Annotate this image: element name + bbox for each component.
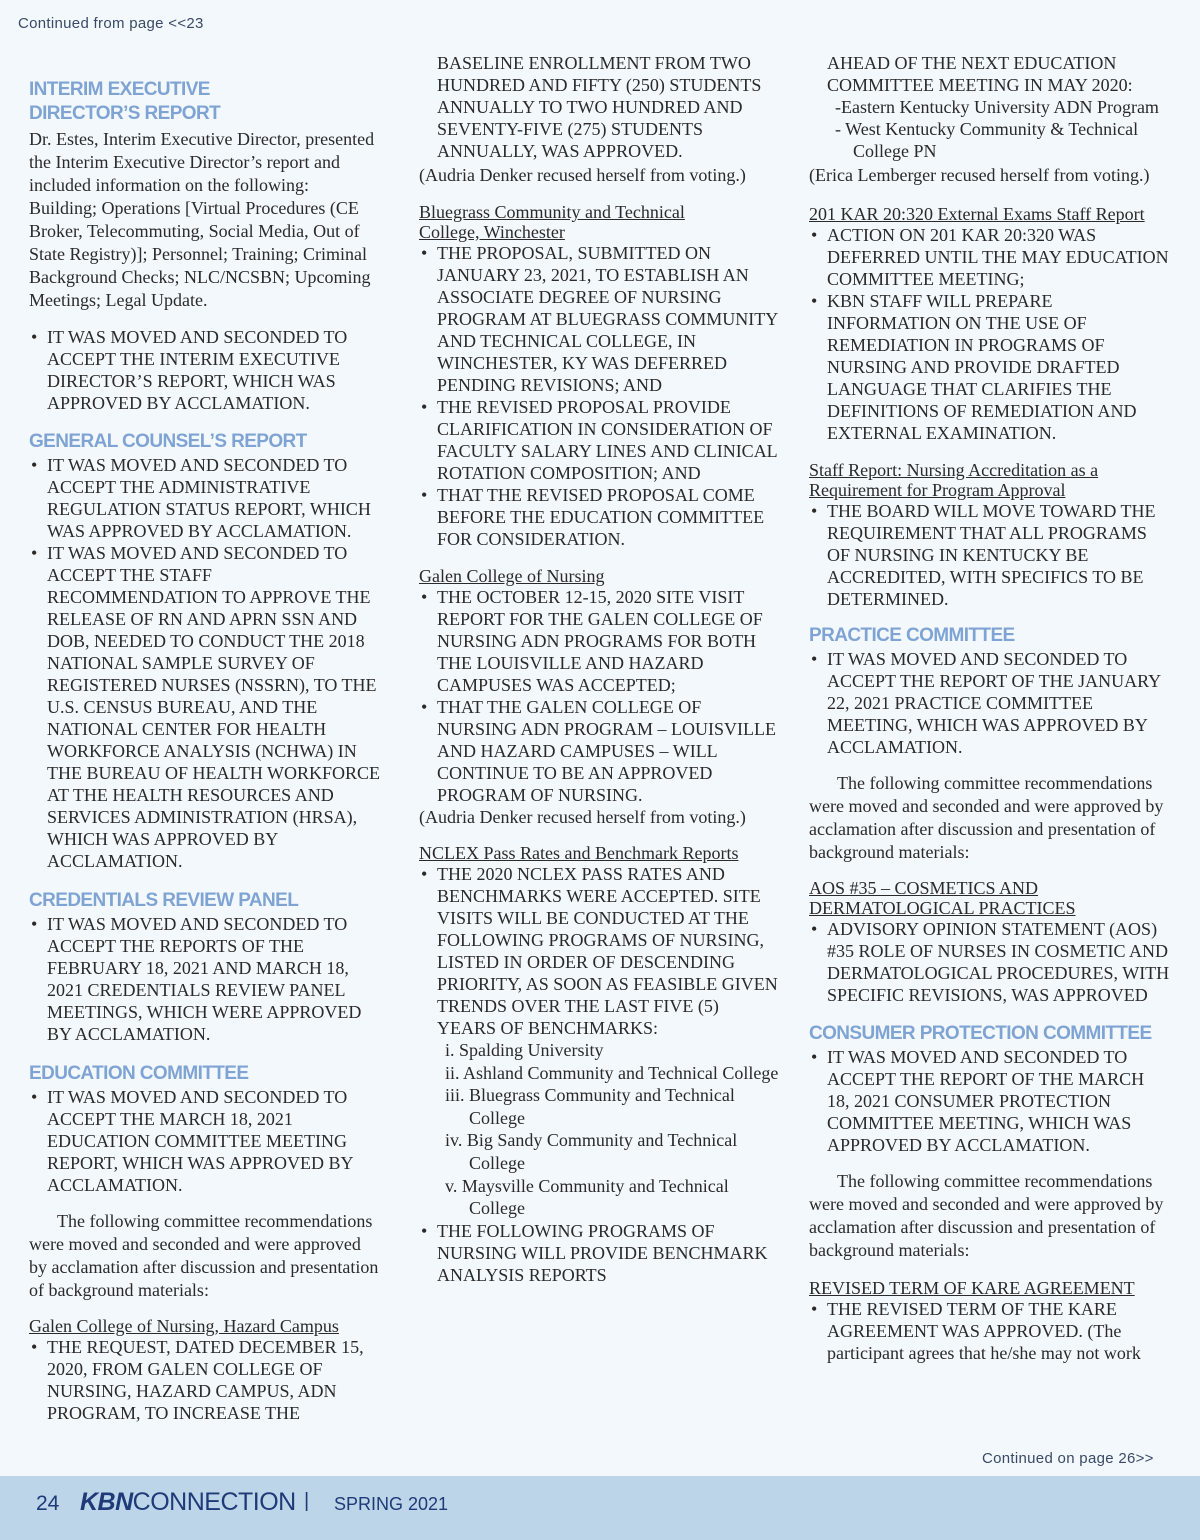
bullet-list <box>809 224 1171 444</box>
program-item: ii. Ashland Community and Technical College <box>445 1062 779 1083</box>
footer-separator: | <box>304 1490 310 1512</box>
list-item: • THE OCTOBER 12-15, 2020 SITE VISIT REPORT FOR THE GALEN COLLEGE OF NURSING ADN PROGRAMS FOR BOTH THE LOUISVILLE AND HAZARD CAMPUSES WAS ACCEPTED; <box>419 586 781 696</box>
continued-text: BASELINE ENROLLMENT FROM TWO HUNDRED AND FIFTY (250) STUDENTS ANNUALLY TO TWO HUNDRED AND SEVENTY-FIVE (275) STUDENTS ANNUALLY, WAS APPROVED. <box>437 53 762 161</box>
bullet-list <box>419 863 781 1039</box>
column-1 <box>29 52 381 1424</box>
bullet-list <box>29 326 381 414</box>
subheading-line: DERMATOLOGICAL PRACTICES <box>809 898 1076 918</box>
logo-rest: CONNECTION <box>132 1488 296 1516</box>
subheading: REVISED TERM OF KARE AGREEMENT <box>809 1278 1135 1298</box>
issue-season: SPRING 2021 <box>334 1494 449 1514</box>
subheading-line: Requirement for Program Approval <box>809 480 1066 500</box>
page-number: 24 <box>36 1492 60 1515</box>
list-item: • THE FOLLOWING PROGRAMS OF NURSING WILL PROVIDE BENCHMARK ANALYSIS REPORTS <box>419 1220 781 1286</box>
list-item: • THAT THE REVISED PROPOSAL COME BEFORE THE EDUCATION COMMITTEE FOR CONSIDERATION. <box>419 484 781 550</box>
list-item: • IT WAS MOVED AND SECONDED TO ACCEPT THE ADMINISTRATIVE REGULATION STATUS REPORT, WHICH WAS APPROVED BY ACCLAMATION. <box>29 454 381 542</box>
program-item: iii. Bluegrass Community and Technical College <box>445 1085 735 1128</box>
list-item: • IT WAS MOVED AND SECONDED TO ACCEPT THE INTERIM EXECUTIVE DIRECTOR’S REPORT, WHICH WAS APPROVED BY ACCLAMATION. <box>29 326 381 414</box>
bullet-list <box>29 454 381 872</box>
heading-line: INTERIM EXECUTIVE <box>29 79 210 100</box>
list-item: • THE PROPOSAL, SUBMITTED ON JANUARY 23, 2021, TO ESTABLISH AN ASSOCIATE DEGREE OF NURSING PROGRAM AT BLUEGRASS COMMUNITY AND TECHNICAL COLLEGE, IN WINCHESTER, KY WAS DEFERRED PENDING REVISIONS; AND <box>419 242 781 396</box>
program-dash-item: - West Kentucky Community & Technical College PN <box>835 119 1139 161</box>
subheading-line: Staff Report: Nursing Accreditation as a <box>809 460 1099 480</box>
paragraph: The following committee recommendations were moved and seconded and were approved by acclamation after discussion and presentation of background materials: <box>29 1211 379 1300</box>
program-list <box>419 1039 781 1220</box>
section-heading-education: EDUCATION COMMITTEE <box>29 1063 249 1084</box>
recusal-note: (Audria Denker recused herself from voting.) <box>419 807 746 827</box>
continued-from-note: Continued from page <<23 <box>18 15 204 32</box>
bullet-list <box>809 1046 1171 1156</box>
bullet-list <box>29 1086 381 1196</box>
list-item: • THE REVISED PROPOSAL PROVIDE CLARIFICATION IN CONSIDERATION OF FACULTY SALARY LINES AND CLINICAL ROTATION COMPOSITION; AND <box>419 396 781 484</box>
list-item: • IT WAS MOVED AND SECONDED TO ACCEPT THE STAFF RECOMMENDATION TO APPROVE THE RELEASE OF RN AND APRN SSN AND DOB, NEEDED TO CONDUCT THE 2018 NATIONAL SAMPLE SURVEY OF REGISTERED NURSES (NSSRN), TO THE U.S. CENSUS BUREAU, AND THE NATIONAL CENTER FOR HEALTH WORKFORCE ANALYSIS (NCHWA) IN THE BUREAU OF HEALTH WORKFORCE AT THE HEALTH RESOURCES AND SERVICES ADMINISTRATION (HRSA), WHICH WAS APPROVED BY ACCLAMATION. <box>29 542 381 872</box>
list-item: • IT WAS MOVED AND SECONDED TO ACCEPT THE REPORTS OF THE FEBRUARY 18, 2021 AND MARCH 18, 2021 CREDENTIALS REVIEW PANEL MEETINGS, WHICH WERE APPROVED BY ACCLAMATION. <box>29 913 381 1045</box>
column-3 <box>809 52 1171 1364</box>
list-item: • IT WAS MOVED AND SECONDED TO ACCEPT THE REPORT OF THE JANUARY 22, 2021 PRACTICE COMMITTEE MEETING, WHICH WAS APPROVED BY ACCLAMATION. <box>809 648 1171 758</box>
bullet-list <box>29 913 381 1045</box>
bullet-list <box>419 1220 781 1286</box>
list-item: • IT WAS MOVED AND SECONDED TO ACCEPT THE MARCH 18, 2021 EDUCATION COMMITTEE MEETING REPORT, WHICH WAS APPROVED BY ACCLAMATION. <box>29 1086 381 1196</box>
paragraph: The following committee recommendations were moved and seconded and were approved by acclamation after discussion and presentation of background materials: <box>809 1171 1164 1260</box>
section-heading-interim-director <box>29 78 381 126</box>
program-item: v. Maysville Community and Technical College <box>445 1175 729 1219</box>
recusal-note: (Erica Lemberger recused herself from voting.) <box>809 165 1150 185</box>
subheading-line: College, Winchester <box>419 222 565 242</box>
continued-on-note: Continued on page 26>> <box>982 1450 1154 1467</box>
list-item: • KBN STAFF WILL PREPARE INFORMATION ON THE USE OF REMEDIATION IN PROGRAMS OF NURSING AND PROVIDE DRAFTED LANGUAGE THAT CLARIFIES THE DEFINITIONS OF REMEDIATION AND EXTERNAL EXAMINATION. <box>809 290 1171 444</box>
heading-line: DIRECTOR’S REPORT <box>29 103 221 124</box>
bullet-list <box>809 500 1171 610</box>
section-heading-general-counsel: GENERAL COUNSEL’S REPORT <box>29 431 307 452</box>
paragraph: The following committee recommendations were moved and seconded and were approved by acclamation after discussion and presentation of background materials: <box>809 773 1164 862</box>
recusal-note: (Audria Denker recused herself from voting.) <box>419 165 746 185</box>
column-2 <box>419 52 781 1286</box>
logo-bold: KBN <box>80 1488 133 1516</box>
list-item: • THE 2020 NCLEX PASS RATES AND BENCHMARKS WERE ACCEPTED. SITE VISITS WILL BE CONDUCTED AT THE FOLLOWING PROGRAMS OF NURSING, LISTED IN ORDER OF DESCENDING PRIORITY, AS SOON AS FEASIBLE GIVEN TRENDS OVER THE LAST FIVE (5) YEARS OF BENCHMARKS: <box>419 863 781 1039</box>
list-item <box>809 1298 1171 1364</box>
list-item: • ACTION ON 201 KAR 20:320 WAS DEFERRED UNTIL THE MAY EDUCATION COMMITTEE MEETING; <box>809 224 1171 290</box>
bullet-list <box>809 1298 1171 1364</box>
subheading: Galen College of Nursing <box>419 566 605 586</box>
program-dash-item: -Eastern Kentucky University ADN Program <box>835 97 1159 117</box>
list-item: • ADVISORY OPINION STATEMENT (AOS) #35 ROLE OF NURSES IN COSMETIC AND DERMATOLOGICAL PROCEDURES, WITH SPECIFIC REVISIONS, WAS APPROVED <box>809 918 1171 1006</box>
program-item: iv. Big Sandy Community and Technical College <box>445 1130 738 1173</box>
bullet-list <box>809 918 1171 1006</box>
list-item: • THAT THE GALEN COLLEGE OF NURSING ADN PROGRAM – LOUISVILLE AND HAZARD CAMPUSES – WILL CONTINUE TO BE AN APPROVED PROGRAM OF NURSING. <box>419 696 781 806</box>
section-heading-credentials: CREDENTIALS REVIEW PANEL <box>29 890 299 911</box>
subheading-line: Bluegrass Community and Technical <box>419 202 685 222</box>
list-item-rest: (The participant agrees that he/she may not work <box>827 1321 1141 1363</box>
bullet-list <box>419 586 781 806</box>
paragraph: Dr. Estes, Interim Executive Director, presented the Interim Executive Director’s report and included information on the following: Building; Operations [Virtual Procedures (CE Broker, Telecommuting, Social Media, Out of State Registry)]; Personnel; Training; Criminal Background Checks; NLC/NCSBN; Upcoming Meetings; Legal Update. <box>29 129 375 310</box>
publication-logo <box>80 1488 296 1517</box>
subheading <box>809 878 1171 918</box>
continued-text: AHEAD OF THE NEXT EDUCATION COMMITTEE MEETING IN MAY 2020: <box>827 53 1133 95</box>
bullet-list <box>29 1336 381 1424</box>
list-item-caps: THE REVISED TERM OF THE KARE AGREEMENT WAS APPROVED. <box>827 1299 1117 1341</box>
subheading: NCLEX Pass Rates and Benchmark Reports <box>419 843 739 863</box>
list-item: • THE REQUEST, DATED DECEMBER 15, 2020, FROM GALEN COLLEGE OF NURSING, HAZARD CAMPUS, ADN PROGRAM, TO INCREASE THE <box>29 1336 381 1424</box>
bullet-list <box>809 648 1171 758</box>
subheading <box>419 202 781 242</box>
subheading: Galen College of Nursing, Hazard Campus <box>29 1316 339 1336</box>
subheading: 201 KAR 20:320 External Exams Staff Report <box>809 204 1145 224</box>
subheading <box>809 460 1171 500</box>
subheading-line: AOS #35 – COSMETICS AND <box>809 878 1039 898</box>
list-item: • THE BOARD WILL MOVE TOWARD THE REQUIREMENT THAT ALL PROGRAMS OF NURSING IN KENTUCKY BE ACCREDITED, WITH SPECIFICS TO BE DETERMINED. <box>809 500 1171 610</box>
section-heading-consumer-protection: CONSUMER PROTECTION COMMITTEE <box>809 1023 1152 1044</box>
section-heading-practice: PRACTICE COMMITTEE <box>809 625 1015 646</box>
bullet-list <box>419 242 781 550</box>
program-item: i. Spalding University <box>445 1040 604 1060</box>
list-item: • IT WAS MOVED AND SECONDED TO ACCEPT THE REPORT OF THE MARCH 18, 2021 CONSUMER PROTECTION COMMITTEE MEETING, WHICH WAS APPROVED BY ACCLAMATION. <box>809 1046 1171 1156</box>
page-footer <box>0 1476 1200 1540</box>
